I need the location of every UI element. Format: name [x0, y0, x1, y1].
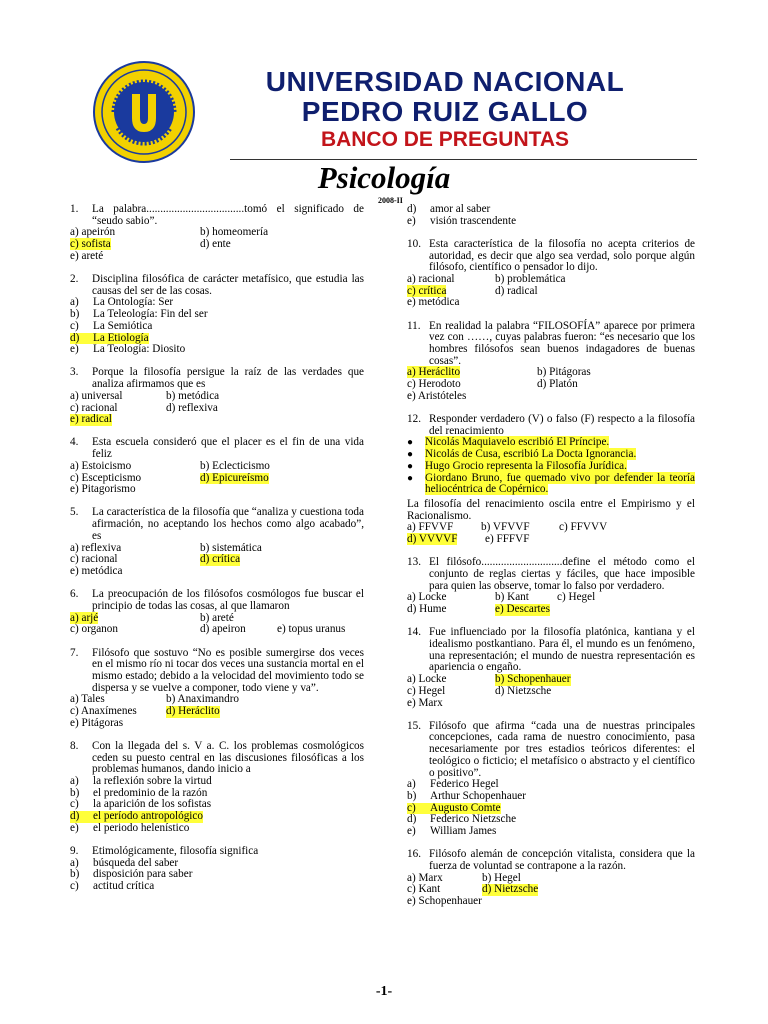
university-name-line2: PEDRO RUIZ GALLO [301, 96, 589, 127]
option-b-label: b) [70, 308, 80, 321]
option-b: b) homeomería [200, 226, 269, 239]
question-number: 10. [407, 237, 421, 250]
question-text: El filósofo.............................define el método como el conjunto de reglas ciertas y fáciles, que hace imposible para quien las observe, tomar lo falso por verdadero. [429, 556, 695, 592]
option-a-answer: a) arjé [70, 611, 99, 624]
left-column [70, 204, 364, 904]
question-10 [407, 239, 695, 309]
question-text: En realidad la palabra “FILOSOFÍA” aparece por primera vez con ……, cuyas palabras fueron: “es necesario que los hombres filósofos sean buenos indagadores de buenas cosas”. [429, 319, 695, 367]
option-e: e) Pitagorismo [70, 483, 136, 496]
page-number: -1- [375, 984, 393, 999]
option-c: La Semiótica [93, 319, 153, 332]
option-b-label: b) [407, 789, 417, 802]
option-e: el periodo helenístico [93, 821, 190, 834]
option-e: e) FFFVF [485, 533, 530, 546]
option-d-label: d) [70, 811, 93, 823]
option-b: b) Eclecticismo [200, 459, 270, 472]
option-e: e) Schopenhauer [407, 895, 482, 908]
question-12 [407, 414, 695, 546]
statement-note: La filosofía del renacimiento oscila entre el Empirismo y el Racionalismo. [407, 497, 695, 522]
option-d-answer: d) crítica [200, 553, 241, 566]
option-d: amor al saber [430, 203, 491, 215]
bullet-icon: ● [407, 460, 414, 472]
period-label: 2008-II [378, 196, 403, 205]
option-c-label: c) [70, 880, 79, 893]
option-c: c) racional [70, 401, 118, 414]
option-d: d) radical [495, 284, 538, 297]
question-number: 5. [70, 506, 79, 519]
question-text: La palabra...................................tomó el significado de “seudo sabio”. [92, 203, 364, 227]
question-text: La preocupación de los filósofos cosmólogos fue buscar el principio de todas las cosas, al que llamaron [92, 588, 364, 612]
option-d: d) Hume [407, 603, 447, 616]
question-number: 7. [70, 646, 79, 659]
question-15 [407, 721, 695, 838]
option-c: la aparición de los sofistas [93, 798, 212, 811]
option-d-answer: d) VVVVF [407, 533, 458, 546]
option-d-label: d) [70, 333, 93, 345]
question-text: Disciplina filosófica de carácter metafísico, que estudia las causas del ser de las cosas. [92, 273, 364, 297]
question-4 [70, 437, 364, 496]
option-c-label: c) [70, 319, 79, 332]
option-e: e) areté [70, 249, 104, 262]
option-c-answer: Augusto Comte [430, 801, 501, 814]
question-number: 13. [407, 556, 421, 569]
statement-3: Hugo Grocio representa la Filosofía Jurídica. [425, 459, 627, 472]
question-number: 2. [70, 273, 79, 286]
bullet-icon: ● [407, 437, 414, 449]
question-9-continued [407, 204, 695, 227]
option-d-answer: d) Epicureísmo [200, 471, 269, 484]
question-number: 14. [407, 626, 421, 639]
option-e-label: e) [407, 214, 416, 227]
option-e: William James [430, 825, 497, 838]
option-a: a) Locke [407, 591, 447, 604]
question-number: 8. [70, 739, 79, 752]
option-a: a) universal [70, 389, 123, 402]
university-seal-icon [92, 60, 196, 164]
option-b: La Teleología: Fin del ser [93, 308, 208, 321]
option-b: b) areté [200, 611, 234, 624]
option-b: Arthur Schopenhauer [430, 789, 526, 802]
option-c: c) Hegel [557, 591, 596, 604]
option-a-label: a) [70, 296, 79, 309]
option-d: d) reflexiva [166, 401, 218, 414]
question-number: 6. [70, 588, 79, 601]
question-text: Fue influenciado por la filosofía platónica, kantiana y el idealismo postkantiano. Para él, el mundo es un fenómeno, una representación; el mundo de nuestra representación es apariencia o engaño. [429, 626, 695, 674]
option-b-label: b) [70, 786, 80, 799]
question-number: 4. [70, 436, 79, 449]
option-c-label: c) [70, 798, 79, 811]
question-text: Con la llegada del s. V a. C. los problemas cosmológicos ceden su puesto central en las discusiones filosóficas a los problemas humanos, dando inicio a [92, 739, 364, 776]
option-d-answer: d) Nietzsche [482, 883, 539, 896]
option-b: el predominio de la razón [93, 786, 208, 799]
option-b-label: b) [70, 868, 80, 881]
question-text: Filósofo que afirma “cada una de nuestras principales concepciones, cada rama de nuestro conocimiento, pasa necesariamente por tres estadios teóricos diferentes: el teológico o ficticio; el metafísico o abstracto y el científico o positivo”. [429, 719, 695, 779]
option-a: la reflexión sobre la virtud [93, 775, 212, 788]
option-e-answer: e) Descartes [495, 603, 550, 616]
right-column [407, 204, 695, 919]
question-text: Esta escuela consideró que el placer es el fin de una vida feliz [92, 436, 364, 461]
option-b: disposición para saber [93, 868, 193, 881]
option-a: a) apeirón [70, 226, 116, 239]
question-2 [70, 274, 364, 356]
option-c: c) Kant [407, 883, 441, 896]
question-number: 12. [407, 413, 421, 426]
option-d-answer: d) Heráclito [166, 705, 220, 718]
question-number: 11. [407, 319, 421, 332]
statement-1: Nicolás Maquiavelo escribió El Príncipe. [425, 436, 610, 449]
option-c-label: c) [407, 803, 430, 815]
question-3 [70, 367, 364, 426]
question-6 [70, 589, 364, 636]
option-c: c) organon [70, 623, 118, 636]
option-a: La Ontología: Ser [93, 296, 174, 309]
question-14 [407, 627, 695, 709]
question-text: La característica de la filosofía que “analiza y cuestiona toda afirmación, no aceptando los hechos como algo acabado”, es [92, 506, 364, 542]
question-number: 16. [407, 848, 421, 861]
question-number: 1. [70, 203, 79, 215]
option-b: b) Pitágoras [537, 366, 591, 379]
question-7 [70, 648, 364, 730]
question-9 [70, 846, 364, 893]
question-number: 3. [70, 366, 79, 379]
question-text: Esta característica de la filosofía no acepta criterios de autoridad, es decir que algo sea verdad, solo porque algún filósofo, científico o pensador lo dijo. [429, 237, 695, 274]
question-11 [407, 321, 695, 403]
option-a-label: a) [70, 856, 79, 869]
option-c: c) Anaxímenes [70, 705, 137, 718]
option-e: visión trascendente [430, 214, 517, 227]
option-e: e) Marx [407, 696, 443, 709]
option-c: c) racional [70, 553, 118, 566]
question-number: 15. [407, 719, 421, 732]
option-d-label: d) [407, 813, 417, 826]
option-a-answer: a) Heráclito [407, 366, 461, 379]
question-text: Porque la filosofía persigue la raíz de las verdades que analiza afirmamos que es [92, 366, 364, 391]
option-e-answer: e) radical [70, 413, 112, 426]
option-e: e) topus uranus [277, 623, 346, 636]
option-c-answer: c) crítica [407, 284, 447, 297]
option-d: d) Platón [537, 378, 578, 391]
option-b: b) Kant [495, 591, 529, 604]
option-a: a) Tales [70, 693, 105, 706]
option-c: c) FFVVV [559, 521, 608, 534]
option-a: a) FFVVF [407, 521, 454, 534]
option-b: b) metódica [166, 389, 220, 402]
option-a-label: a) [70, 775, 79, 788]
option-d: d) ente [200, 238, 231, 251]
question-5 [70, 507, 364, 577]
option-d: d) apeiron [200, 623, 246, 636]
option-a: búsqueda del saber [93, 856, 179, 869]
university-name-line1: UNIVERSIDAD NACIONAL [265, 66, 625, 97]
question-text: Filósofo alemán de concepción vitalista, considera que la fuerza de voluntad se contrapone a la razón. [429, 848, 695, 872]
question-13 [407, 557, 695, 616]
option-c: c) Escepticismo [70, 471, 142, 484]
option-c: c) Hegel [407, 684, 446, 697]
option-d: Federico Nietzsche [430, 813, 517, 826]
option-e-label: e) [70, 821, 79, 834]
option-e: e) Aristóteles [407, 389, 467, 402]
bullet-icon: ● [407, 472, 414, 484]
option-e: e) metódica [407, 296, 460, 309]
question-number: 9. [70, 845, 79, 858]
option-c: actitud crítica [93, 880, 155, 893]
option-a: a) Marx [407, 871, 443, 884]
option-b: b) Anaximandro [166, 693, 240, 706]
option-e: La Teología: Diosito [93, 343, 186, 356]
option-b: b) sistemática [200, 541, 262, 554]
option-a: a) reflexiva [70, 541, 122, 554]
question-bank-title: BANCO DE PREGUNTAS [320, 128, 570, 151]
subject-title: Psicología [317, 160, 451, 195]
option-b: b) VFVVF [481, 521, 530, 534]
question-16 [407, 849, 695, 908]
option-c: c) Herodoto [407, 378, 461, 391]
question-text: Responder verdadero (V) o falso (F) respecto a la filosofía del renacimiento [429, 413, 695, 437]
option-b: b) problemática [495, 273, 566, 286]
option-e: e) metódica [70, 564, 123, 577]
statement-4: Giordano Bruno, fue quemado vivo por defender la teoría heliocéntrica de Copérnico. [425, 471, 695, 496]
question-8 [70, 741, 364, 835]
bullet-icon: ● [407, 449, 414, 461]
question-text: Etimológicamente, filosofía significa [92, 845, 259, 858]
option-a-label: a) [407, 778, 416, 791]
option-b: b) Hegel [482, 871, 521, 884]
option-d: d) Nietzsche [495, 684, 552, 697]
option-a: a) Estoicismo [70, 459, 132, 472]
option-c-answer: c) sofista [70, 238, 111, 251]
option-a: Federico Hegel [430, 778, 499, 791]
option-e-label: e) [407, 825, 416, 838]
option-e: e) Pitágoras [70, 716, 124, 729]
question-1 [70, 204, 364, 263]
option-a: a) Locke [407, 673, 447, 686]
option-d-label: d) [407, 203, 417, 215]
option-b-answer: b) Schopenhauer [495, 673, 571, 686]
option-d-answer: La Etiología [93, 331, 149, 344]
question-text: Filósofo que sostuvo “No es posible sumergirse dos veces en el mismo río ni tocar dos veces una sustancia mortal en el mismo estado; debido a la velocidad del movimiento todo se dispersa y se vuelve a componer, todo viene y va”. [92, 646, 364, 694]
statement-2: Nicolás de Cusa, escribió La Docta Ignorancia. [425, 448, 637, 461]
option-a: a) racional [407, 273, 455, 286]
option-e-label: e) [70, 343, 79, 356]
option-d-answer: el período antropológico [93, 810, 203, 823]
